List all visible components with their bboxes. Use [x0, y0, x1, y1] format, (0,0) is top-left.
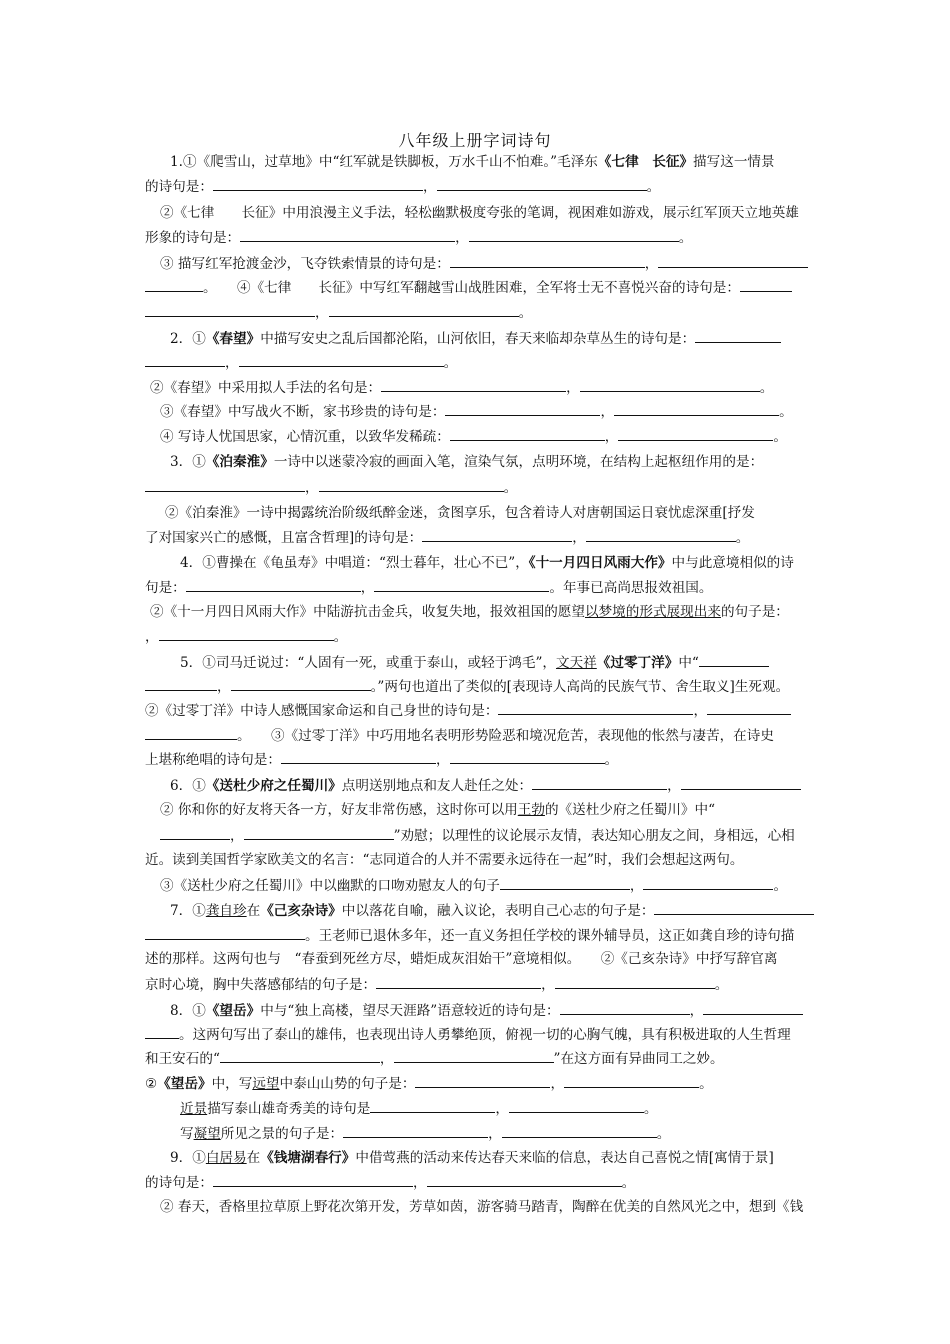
q9-line2: 的诗句是： ， 。: [145, 1172, 810, 1193]
answer-blank[interactable]: [427, 1172, 622, 1187]
page-title: 八年级上册字词诗句: [398, 131, 552, 150]
answer-blank[interactable]: [281, 749, 436, 764]
q3-line1: 3．①《泊秦淮》一诗中以迷蒙冷寂的画面入笔，渲染气氛，点明环境，在结构上起枢纽作用的是：: [170, 454, 764, 470]
answer-blank[interactable]: [740, 277, 792, 292]
q6-line4: 近。读到美国哲学家欧美文的名言：“志同道合的人并不需要永远待在一起”时，我们会想起这两句。: [145, 852, 744, 868]
answer-blank[interactable]: [343, 1123, 488, 1138]
q9-line3: ② 春天，香格里拉草原上野花次第开发，芳草如茵，游客骑马踏青，陶醉在优美的自然风光之中，想到《钱: [160, 1199, 804, 1215]
answer-blank[interactable]: [381, 377, 566, 392]
answer-blank[interactable]: [220, 1048, 380, 1063]
answer-blank[interactable]: [500, 875, 630, 890]
answer-blank[interactable]: [643, 875, 773, 890]
q8-line4: ②《望岳》中，写远望中泰山山势的句子是： ， 。: [145, 1073, 810, 1094]
answer-blank[interactable]: [469, 227, 679, 242]
answer-blank[interactable]: [213, 1172, 413, 1187]
answer-blank[interactable]: [532, 775, 667, 790]
q3-line4: 了对国家兴亡的感慨，且富含哲理]的诗句是： ， 。: [145, 527, 810, 548]
answer-blank[interactable]: [244, 825, 394, 840]
q5-line1: 5．①司马迁说过：“人固有一死，或重于泰山，或轻于鸿毛”，文天祥《过零丁洋》中“: [180, 652, 845, 673]
q7-line1: 7．①龚自珍在《己亥杂诗》中以落花自喻，融入议论，表明自己心志的句子是：: [170, 900, 835, 921]
answer-blank[interactable]: [145, 352, 225, 367]
answer-blank[interactable]: [376, 974, 541, 989]
answer-blank[interactable]: [450, 749, 605, 764]
q5-line5: 上堪称绝唱的诗句是： ， 。: [145, 749, 810, 770]
answer-blank[interactable]: [370, 1098, 495, 1113]
answer-blank[interactable]: [145, 676, 217, 691]
q3-line3: ②《泊秦淮》一诗中揭露统治阶级纸醉金迷，贪图享乐，包含着诗人对唐朝国运日衰忧虑深重[抒发: [165, 505, 755, 521]
answer-blank[interactable]: [681, 775, 801, 790]
answer-blank[interactable]: [145, 477, 305, 492]
answer-blank[interactable]: [564, 1073, 699, 1088]
q2-line4: ③《春望》中写战火不断，家书珍贵的诗句是： ， 。: [160, 401, 825, 422]
answer-blank[interactable]: [555, 974, 715, 989]
answer-blank[interactable]: [159, 626, 334, 641]
answer-blank[interactable]: [145, 277, 203, 292]
answer-blank[interactable]: [415, 1073, 550, 1088]
q4-line1: 4．①曹操在《龟虽寿》中唱道：“烈士暮年，壮心不已”，《十一月四日风雨大作》中与此意境相似的诗: [180, 555, 794, 571]
answer-blank[interactable]: [618, 426, 773, 441]
q5-line2: ， 。”两句也道出了类似的[表现诗人高尚的民族气节、舍生取义]生死观。: [145, 676, 810, 697]
answer-blank[interactable]: [509, 1098, 644, 1113]
q1-line1: 1.①《爬雪山，过草地》中“红军就是铁脚板，万水千山不怕难。”毛泽东《七律 长征》描写这一情景: [170, 154, 775, 170]
q6-line2: ② 你和你的好友将天各一方，好友非常伤感，这时你可以用王勃的《送杜少府之任蜀川》中“: [160, 802, 716, 818]
answer-blank[interactable]: [445, 401, 600, 416]
answer-blank[interactable]: [654, 900, 814, 915]
answer-blank[interactable]: [374, 577, 549, 592]
q5-line4: 。 ③《过零丁洋》中巧用地名表明形势险恶和境况危苦，表现他的怅然与凄苦，在诗史: [145, 725, 810, 746]
answer-blank[interactable]: [450, 426, 605, 441]
q8-line6: 写凝望所见之景的句子是： ， 。: [180, 1123, 845, 1144]
q8-line2: 。这两句写出了泰山的雄伟，也表现出诗人勇攀绝顶，俯视一切的心胸气魄，具有积极进取的人生哲理: [145, 1024, 810, 1045]
q6-line1: 6．①《送杜少府之任蜀川》点明送别地点和友人赴任之处： ，: [170, 775, 835, 796]
q9-line1: 9．①白居易在《钱塘湖春行》中借莺燕的活动来传达春天来临的信息，表达自己喜悦之情[寓情于景]: [170, 1150, 774, 1166]
answer-blank[interactable]: [586, 527, 736, 542]
q6-line3: ， ”劝慰；以理性的议论展示友情，表达知心朋友之间，身相远，心相: [160, 825, 825, 846]
answer-blank[interactable]: [703, 1000, 803, 1015]
answer-blank[interactable]: [231, 676, 371, 691]
answer-blank[interactable]: [502, 1123, 657, 1138]
answer-blank[interactable]: [329, 302, 519, 317]
answer-blank[interactable]: [319, 477, 504, 492]
answer-blank[interactable]: [422, 527, 572, 542]
q4-line4: ， 。: [145, 626, 810, 647]
answer-blank[interactable]: [450, 253, 645, 268]
q1-line7: ， 。: [145, 302, 810, 323]
answer-blank[interactable]: [437, 176, 647, 191]
q4-line2: 句是： ， 。年事已高尚思报效祖国。: [145, 577, 810, 598]
answer-blank[interactable]: [145, 1024, 179, 1039]
answer-blank[interactable]: [145, 302, 315, 317]
q4-line3: ②《十一月四日风雨大作》中陆游抗击金兵，收复失地，报效祖国的愿望以梦境的形式展现出来的句子是：: [150, 604, 789, 620]
q1-line3: ②《七律 长征》中用浪漫主义手法，轻松幽默极度夸张的笔调，视困难如游戏，展示红军顶天立地英雄: [160, 205, 799, 221]
answer-blank[interactable]: [213, 176, 423, 191]
q2-line5: ④ 写诗人忧国思家，心情沉重，以致华发稀疏： ， 。: [160, 426, 825, 447]
q8-line1: 8．①《望岳》中与“独上高楼，望尽天涯路”语意较近的诗句是： ，: [170, 1000, 835, 1021]
answer-blank[interactable]: [239, 352, 444, 367]
q6-line5: ③《送杜少府之任蜀川》中以幽默的口吻劝慰友人的句子 ， 。: [160, 875, 825, 896]
q1-line5: ③ 描写红军抢渡金沙，飞夺铁索情景的诗句是： ，: [160, 253, 825, 274]
q1-line2: 的诗句是： ， 。: [145, 176, 810, 197]
answer-blank[interactable]: [699, 652, 769, 667]
answer-blank[interactable]: [580, 377, 760, 392]
answer-blank[interactable]: [145, 925, 305, 940]
answer-blank[interactable]: [498, 700, 693, 715]
q2-line1: 2．①《春望》中描写安史之乱后国都沦陷，山河依旧，春天来临却杂草丛生的诗句是：: [170, 328, 835, 349]
q7-line2: 。王老师已退休多年，还一直义务担任学校的课外辅导员，这正如龚自珍的诗句描: [145, 925, 810, 946]
q5-line3: ②《过零丁洋》中诗人感慨国家命运和自己身世的诗句是： ，: [145, 700, 810, 721]
q1-line6: 。 ④《七律 长征》中写红军翻越雪山战胜困难，全军将士无不喜悦兴奋的诗句是：: [145, 277, 810, 298]
answer-blank[interactable]: [394, 1048, 554, 1063]
q3-line2: ， 。: [145, 477, 810, 498]
q8-line3: 和王安石的“ ， ”在这方面有异曲同工之妙。: [145, 1048, 810, 1069]
answer-blank[interactable]: [240, 227, 455, 242]
answer-blank[interactable]: [560, 1000, 690, 1015]
q7-line3: 述的那样。这两句也与 “春蚕到死丝方尽，蜡炬成灰泪始干”意境相似。 ②《己亥杂诗》中抒写辞官离: [145, 951, 778, 967]
answer-blank[interactable]: [658, 253, 808, 268]
answer-blank[interactable]: [707, 700, 791, 715]
answer-blank[interactable]: [695, 328, 781, 343]
q8-line5: 近景描写泰山雄奇秀美的诗句是 ， 。: [180, 1098, 845, 1119]
q7-line4: 京时心境，胸中失落感郁结的句子是： ， 。: [145, 974, 810, 995]
q2-line2: ， 。: [145, 352, 810, 373]
answer-blank[interactable]: [160, 825, 230, 840]
q2-line3: ②《春望》中采用拟人手法的名句是： ， 。: [150, 377, 815, 398]
answer-blank[interactable]: [186, 577, 361, 592]
answer-blank[interactable]: [145, 725, 237, 740]
q1-line4: 形象的诗句是： ， 。: [145, 227, 810, 248]
answer-blank[interactable]: [614, 401, 779, 416]
